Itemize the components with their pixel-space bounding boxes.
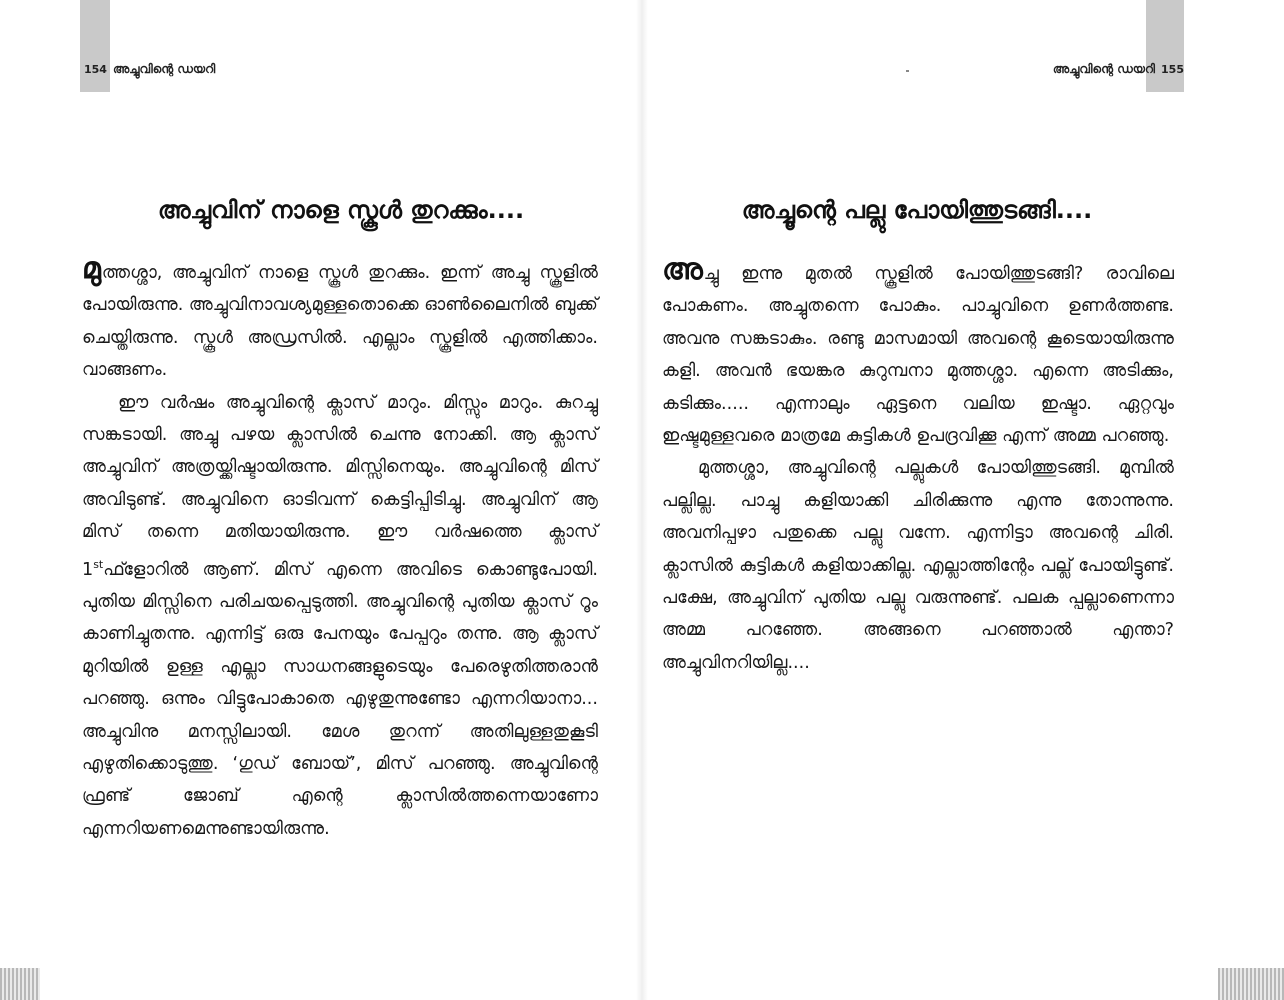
left-drop-cap: മു [82, 251, 101, 286]
left-running-title: അച്ചുവിന്റെ ഡയറി [112, 62, 216, 76]
right-drop-cap: അ [662, 252, 703, 287]
right-paragraph-2: മുത്തശ്ശാ, അച്ചുവിന്റെ പല്ലുകൾ പോയിത്തുടങ്ങി. മുമ്പിൽ പല്ലില്ല. പാച്ചു കളിയാക്കി ചിരിക്കുന്നു എന്നു തോന്നുന്നു. അവനിപ്പഴാ പതുക്കെ പല്ലു വന്നേ. എന്നിട്ടാ അവന്റെ ചിരി. ക്ലാസിൽ കുട്ടികൾ കളിയാക്കില്ല. എല്ലാത്തിന്റേം പല്ല് പോയിട്ടുണ്ട്. പക്ഷേ, അച്ചുവിന് പുതിയ പല്ലു വരുന്നുണ്ട്. പലക പ്പല്ലാണെന്നാ അമ്മ പറഞ്ഞേ. അങ്ങനെ പറഞ്ഞാൽ എന്താ? അച്ചുവിനറിയില്ല.... [662, 458, 1174, 673]
left-body-text [82, 251, 598, 845]
left-running-header [84, 62, 215, 77]
right-running-header [1053, 62, 1184, 77]
left-paragraph-1-text: ത്തശ്ശാ, അച്ചുവിന് നാളെ സ്കൂൾ തുറക്കും. ഇന്ന് അച്ചു സ്കൂളിൽ പോയിരുന്നു. അച്ചുവിനാവശ്യമുള്ളതൊക്കെ ഓൺലൈനിൽ ബുക്ക് ചെയ്തിരുന്നു. സ്കൂൾ അഡ്രസിൽ. എല്ലാം സ്കൂളിൽ എത്തിക്കാം. വാങ്ങണം. [82, 263, 598, 381]
right-running-title: അച്ചുവിന്റെ ഡയറി [1052, 62, 1156, 76]
left-paragraph-2-superscript: st [93, 557, 104, 571]
right-chapter-title: അച്ചൂന്റെ പല്ലു പോയിത്തുടങ്ങി.... [741, 196, 1093, 224]
left-page-header-tab [80, 0, 110, 92]
left-paragraph-2-text-b: ഫ്ളോറിൽ ആണ്. മിസ് എന്നെ അവിടെ കൊണ്ടുപോയി. പുതിയ മിസ്സിനെ പരിചയപ്പെടുത്തി. അച്ചുവിന്റെ പുതിയ ക്ലാസ് റൂം കാണിച്ചുതന്നു. എന്നിട്ട് ഒരു പേനയും പേപ്പറും തന്നു. ആ ക്ലാസ് മുറിയിൽ ഉള്ള എല്ലാ സാധനങ്ങളുടെയും പേരെഴുതിത്തരാൻ പറഞ്ഞു. ഒന്നും വിട്ടുപോകാതെ എഴുതുന്നുണ്ടോ എന്നറിയാനാ... അച്ചുവിനു മനസ്സിലായി. മേശ തുറന്ന് അതിലുള്ളതുകൂടി എഴുതിക്കൊടുത്തു. ‘ഗുഡ് ബോയ്’, മിസ് പറഞ്ഞു. അച്ചുവിന്റെ ഫ്രണ്ട് ജോബ് എന്റെ ക്ലാസിൽത്തന്നെയാണോ എന്നറിയണമെന്നുണ്ടായിരുന്നു. [82, 559, 598, 839]
right-paragraph-1-text: ച്ചു ഇന്നു മുതൽ സ്കൂളിൽ പോയിത്തുടങ്ങി? രാവിലെ പോകണം. അച്ചുതന്നെ പോകും. പാച്ചുവിനെ ഉണർത്തണ്ട. അവനു സങ്കടാകും. രണ്ടു മാസമായി അവന്റെ കൂടെയായിരുന്നു കളി. അവൻ ഭയങ്കര കുറുമ്പനാ മുത്തശ്ശാ. എന്നെ അടിക്കും, കടിക്കും..... എന്നാലും ഏട്ടനെ വലിയ ഇഷ്ടാ. ഏറ്റവും ഇഷ്ടമുള്ളവരെ മാത്രമേ കുട്ടികൾ ഉപദ്രവിക്കൂ എന്ന് അമ്മ പറഞ്ഞു. [662, 264, 1174, 447]
left-paragraph-2 [82, 387, 598, 846]
left-paragraph-2-text-a: ഈ വർഷം അച്ചുവിന്റെ ക്ലാസ് മാറും. മിസ്സും മാറും. കുറച്ചു സങ്കടായി. അച്ചു പഴയ ക്ലാസിൽ ചെന്നു നോക്കി. ആ ക്ലാസ് അച്ചുവിന് അത്രയ്ക്കിഷ്ടായിരുന്നു. മിസ്സിനെയും. അച്ചുവിന്റെ മിസ് അവിടുണ്ട്. അച്ചുവിനെ ഓടിവന്ന് കെട്ടിപ്പിടിച്ചു. അച്ചുവിന് ആ മിസ് തന്നെ മതിയായിരുന്നു. ഈ വർഷത്തെ ക്ലാസ് 1 [82, 392, 598, 580]
left-scan-edge [0, 968, 40, 1000]
right-body-text [662, 252, 1174, 679]
scan-speck [906, 70, 909, 72]
left-chapter-title: അച്ചുവിന് നാളെ സ്കൂൾ തുറക്കും.... [157, 196, 525, 224]
left-page-number: 154 [84, 63, 107, 76]
right-page-number: 155 [1161, 63, 1184, 76]
right-page-header-tab [1146, 0, 1184, 92]
right-paragraph-1 [662, 252, 1174, 452]
left-paragraph-1 [82, 251, 598, 387]
right-scan-edge [1218, 968, 1284, 1000]
